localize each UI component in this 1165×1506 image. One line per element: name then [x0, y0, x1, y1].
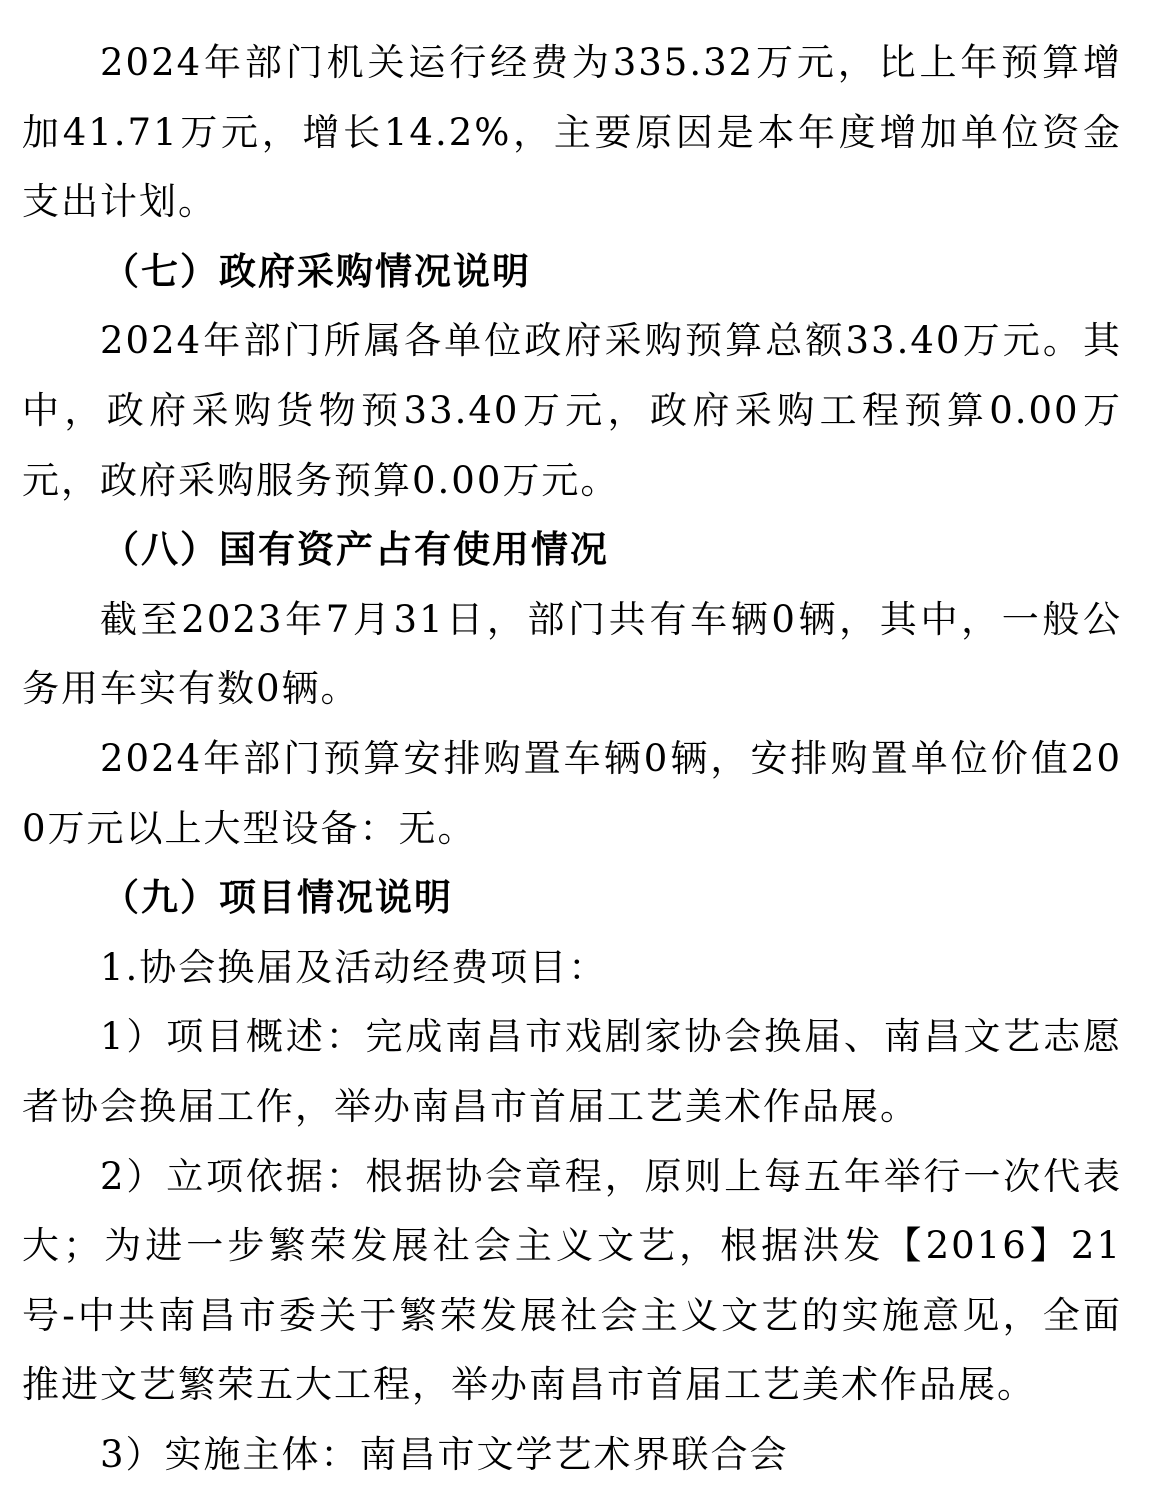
paragraph-procurement: 2024年部门所属各单位政府采购预算总额33.40万元。其中，政府采购货物预33.40万元，政府采购工程预算0.00万元，政府采购服务预算0.00万元。: [22, 319, 1122, 502]
section-heading-projects: （九）项目情况说明: [102, 876, 453, 920]
paragraph-project-basis: 2）立项依据：根据协会章程，原则上每五年举行一次代表大；为进一步繁荣发展社会主义文艺，根据洪发【2016】21号-中共南昌市委关于繁荣发展社会主义文艺的实施意见，全面推进文艺繁荣五大工程，举办南昌市首届工艺美术作品展。: [22, 1154, 1122, 1407]
document-page: [22, 28, 1122, 1489]
paragraph-project-title: 1.协会换届及活动经费项目：: [100, 945, 608, 989]
section-heading-procurement: （七）政府采购情况说明: [102, 249, 531, 293]
section-heading-assets: （八）国有资产占有使用情况: [102, 528, 609, 572]
paragraph-project-overview: 1）项目概述：完成南昌市戏剧家协会换届、南昌文艺志愿者协会换届工作，举办南昌市首届工艺美术作品展。: [22, 1015, 1122, 1128]
paragraph-vehicles: 截至2023年7月31日，部门共有车辆0辆，其中，一般公务用车实有数0辆。: [22, 597, 1122, 711]
paragraph-project-implementer: 3）实施主体：南昌市文学艺术界联合会: [100, 1432, 789, 1476]
paragraph-operating-expenses: 2024年部门机关运行经费为335.32万元，比上年预算增加41.71万元，增长14.2%，主要原因是本年度增加单位资金支出计划。: [22, 41, 1122, 224]
paragraph-vehicle-budget: 2024年部门预算安排购置车辆0辆，安排购置单位价值200万元以上大型设备：无。: [22, 736, 1122, 850]
